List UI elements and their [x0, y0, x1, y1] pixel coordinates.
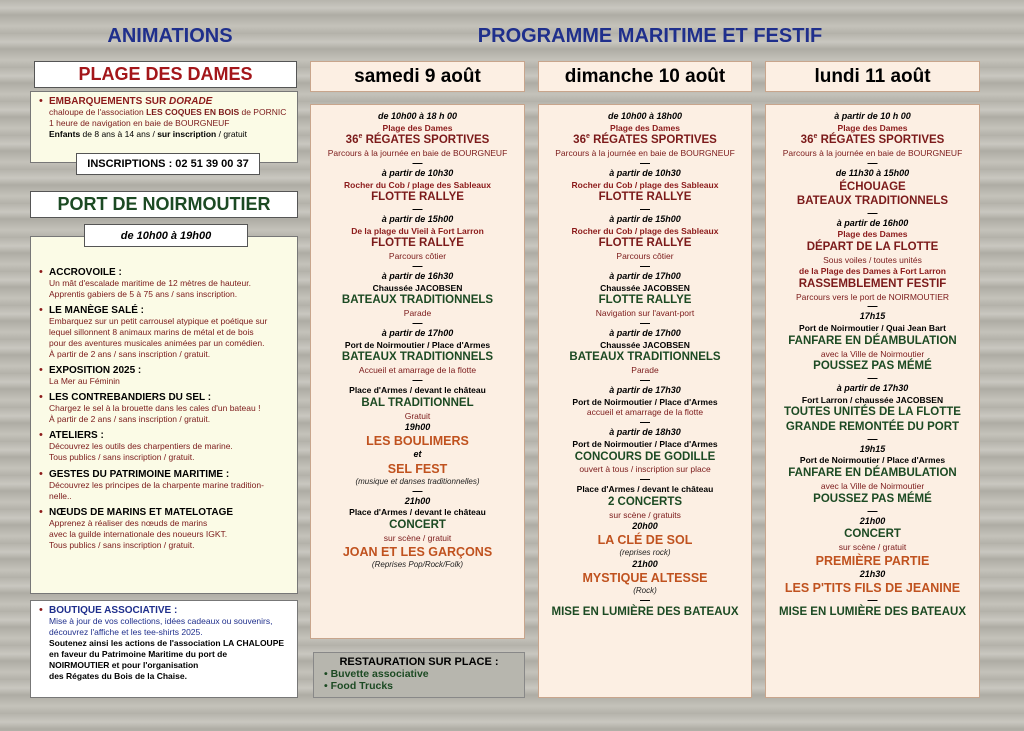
- day-header-lundi: [765, 61, 980, 92]
- activity-description: Découvrez les principes de la charpente marine tradition-: [49, 479, 264, 490]
- restauration-item: • Food Trucks: [324, 680, 394, 692]
- separator: —: [867, 207, 878, 219]
- separator: —: [867, 373, 878, 385]
- activity-description: Tous publics / sans inscription / gratuit.: [49, 452, 195, 463]
- event-title: FANFARE EN DÉAMBULATION: [788, 334, 957, 347]
- inscriptions-box: [76, 153, 260, 175]
- artist-name: JOAN ET LES GARÇONS: [342, 544, 493, 559]
- time: de 10h00 à 18 h 00: [377, 111, 458, 121]
- separator: —: [412, 318, 423, 330]
- time: de 11h30 à 15h00: [835, 167, 910, 178]
- time: 21h30: [859, 568, 886, 579]
- port-title-box: [30, 191, 298, 218]
- time: à partir de 15h00: [609, 214, 681, 225]
- event-detail: accueil et amarrage de la flotte: [586, 407, 704, 418]
- schedule-lundi: [765, 104, 980, 698]
- separator: —: [867, 505, 878, 517]
- location: Plage des Dames: [837, 122, 908, 133]
- boutique-support-text: Soutenez ainsi les actions de l'association LA CHALOUPE: [49, 638, 285, 649]
- activity-description: pour des aventures musicales animées par un comédien.: [49, 338, 265, 349]
- embarquement-title: EMBARQUEMENTS SUR: [49, 96, 170, 107]
- event-title: POUSSEZ PAS MÉMÉ: [813, 492, 932, 505]
- sur-inscription: sur inscription: [157, 129, 217, 140]
- schedule-dimanche: [538, 104, 752, 698]
- day-label: dimanche 10 août: [564, 65, 726, 87]
- time: 17h15: [859, 311, 886, 322]
- separator: —: [867, 595, 878, 607]
- separator: —: [640, 375, 650, 387]
- location: Port de Noirmoutier / Place d'Armes: [572, 438, 718, 449]
- separator: —: [640, 204, 650, 216]
- activity-description: Apprentis gabiers de 5 à 75 ans / sans inscription.: [49, 289, 238, 300]
- location: de la Plage des Dames à Fort Larron: [799, 265, 946, 276]
- event-title: FANFARE EN DÉAMBULATION: [788, 467, 957, 480]
- port-activity-item: [39, 469, 291, 502]
- activity-description: À partir de 2 ans / sans inscription / gratuit.: [49, 349, 211, 360]
- separator: —: [640, 474, 650, 486]
- time: à partir de 16h30: [381, 271, 454, 282]
- location: Plage des Dames: [837, 229, 908, 240]
- boutique-description: découvrez l'affiche et les tee-shirts 2025.: [49, 627, 203, 638]
- port-activity-item: [39, 305, 291, 360]
- event-title: MISE EN LUMIÈRE DES BATEAUX: [779, 606, 966, 619]
- event-title: 36e RÉGATES SPORTIVES: [573, 133, 717, 147]
- separator: —: [640, 157, 650, 169]
- event-title: ÉCHOUAGE: [839, 180, 906, 193]
- event-title: FLOTTE RALLYE: [371, 191, 464, 204]
- event-detail: sur scène / gratuit: [383, 532, 452, 543]
- activity-description: Découvrez les outils des charpentiers de marine.: [49, 441, 233, 452]
- event-title: FLOTTE RALLYE: [598, 237, 692, 250]
- event-detail: Gratuit: [404, 410, 431, 421]
- separator: —: [640, 595, 650, 607]
- location: Place d'Armes / devant le château: [349, 507, 486, 518]
- event-title: FLOTTE RALLYE: [371, 237, 464, 250]
- boutique-support-text: NOIRMOUTIER et pour l'organisation: [49, 660, 199, 671]
- time: 20h00: [632, 520, 658, 531]
- separator: —: [867, 301, 878, 313]
- event-detail: ouvert à tous / inscription sur place: [579, 464, 711, 475]
- location: Port de Noirmoutier / Place d'Armes: [344, 339, 491, 350]
- time: 21h00: [859, 515, 886, 526]
- event-detail: Parade: [631, 365, 659, 376]
- location: Rocher du Cob / plage des Sableaux: [571, 179, 719, 190]
- separator: —: [412, 204, 423, 216]
- day-header-dimanche: [538, 61, 752, 92]
- event-detail: avec la Ville de Noirmoutier: [820, 348, 925, 359]
- schedule-samedi: [310, 104, 525, 639]
- time: à partir de 17h00: [609, 328, 681, 339]
- day-label: samedi 9 août: [354, 65, 481, 87]
- location: De la plage du Vieil à Fort Larron: [351, 225, 484, 236]
- time: 21h00: [404, 495, 431, 506]
- event-detail: Parcours à la journée en baie de BOURGNEUF: [327, 148, 508, 159]
- location: Place d'Armes / devant le château: [576, 484, 714, 495]
- activity-title: • NŒUDS DE MARINS ET MATELOTAGE: [49, 506, 234, 518]
- port-title: PORT DE NOIRMOUTIER: [57, 194, 271, 214]
- event-detail: sur scène / gratuits: [609, 509, 681, 520]
- separator: —: [412, 485, 423, 497]
- time: 19h00: [404, 421, 431, 432]
- activity-title: • EXPOSITION 2025 :: [49, 365, 142, 377]
- port-box: [30, 236, 298, 594]
- location: Plage des Dames: [382, 122, 453, 133]
- separator: —: [867, 157, 878, 169]
- time: de 10h00 à 18h00: [607, 111, 683, 121]
- event-title: BATEAUX TRADITIONNELS: [569, 351, 721, 364]
- event-detail: Parcours côtier: [388, 251, 447, 262]
- event-title: CONCOURS DE GODILLE: [574, 450, 716, 463]
- separator: —: [640, 261, 650, 273]
- activity-description: avec la guilde internationale des noueurs IGKT.: [49, 528, 228, 539]
- port-activity-item: [39, 365, 291, 387]
- event-title: CONCERT: [844, 528, 901, 541]
- artist-name: MYSTIQUE ALTESSE: [582, 571, 708, 586]
- event-detail: Parcours à la journée en baie de BOURGNEUF: [782, 148, 963, 159]
- embarquement-line2: 1 heure de navigation en baie de BOURGNEUF: [49, 118, 230, 129]
- time: 19h15: [859, 443, 886, 454]
- artist-name: LES BOULIMERS: [366, 434, 469, 449]
- event-note: (Reprises Pop/Rock/Folk): [371, 559, 464, 569]
- restauration-box: [313, 652, 525, 698]
- time: à partir de 17h00: [609, 271, 681, 282]
- event-title: DÉPART DE LA FLOTTE: [806, 241, 939, 254]
- gratuit-label: / gratuit: [216, 129, 247, 140]
- separator: —: [640, 318, 650, 330]
- boutique-item: [39, 605, 291, 682]
- location: Rocher du Cob / plage des Sableaux: [344, 179, 491, 190]
- time: à partir de 10h30: [381, 167, 454, 178]
- separator: —: [640, 417, 650, 429]
- embarquement-line1b: LES COQUES EN BOIS: [146, 107, 240, 117]
- animations-heading: ANIMATIONS: [107, 25, 233, 47]
- dorade-name: DORADE: [169, 96, 213, 107]
- event-detail: Sous voiles / toutes unités: [823, 255, 922, 266]
- time: à partir de 18h30: [609, 427, 681, 438]
- plage-title-box: [34, 61, 297, 88]
- activity-title: • ACCROVOILE :: [49, 267, 122, 278]
- activity-description: lequel sillonnent 8 animaux marins de métal et de bois: [49, 327, 254, 338]
- restauration-item: • Buvette associative: [324, 668, 429, 680]
- day-label: lundi 11 août: [814, 65, 931, 87]
- event-detail: sur scène / gratuit: [838, 541, 907, 552]
- activity-description: Apprenez à réaliser des nœuds de marins: [49, 517, 208, 528]
- artist-name: LES P'TITS FILS DE JEANINE: [784, 581, 961, 596]
- port-activity-item: [39, 392, 291, 425]
- location: Fort Larron / chaussée JACOBSEN: [801, 394, 944, 405]
- separator: —: [412, 261, 423, 273]
- artist-name: SEL FEST: [387, 461, 448, 476]
- event-title: 2 CONCERTS: [607, 496, 683, 509]
- event-title: GRANDE REMONTÉE DU PORT: [785, 421, 960, 434]
- activity-description: Chargez le sel à la brouette dans les cales d'un bateau !: [49, 403, 261, 414]
- programme-heading: PROGRAMME MARITIME ET FESTIF: [477, 25, 823, 47]
- location: Port de Noirmoutier / Place d'Armes: [799, 455, 946, 466]
- boutique-description: Mise à jour de vos collections, idées cadeaux ou souvenirs,: [49, 616, 273, 626]
- activity-title: • ATELIERS :: [49, 430, 104, 442]
- restauration-title: RESTAURATION SUR PLACE :: [339, 656, 499, 668]
- enfants-label: Enfants: [49, 129, 81, 140]
- event-title: MISE EN LUMIÈRE DES BATEAUX: [551, 606, 739, 619]
- time: 21h00: [632, 558, 658, 569]
- event-title: FLOTTE RALLYE: [598, 294, 692, 307]
- time: à partir de 15h00: [381, 214, 454, 225]
- event-detail: Accueil et amarrage de la flotte: [358, 365, 477, 376]
- time: à partir de 16h00: [836, 217, 909, 228]
- event-title: BATEAUX TRADITIONNELS: [341, 294, 494, 307]
- event-detail: Navigation sur l'avant-port: [595, 308, 695, 319]
- port-activity-list: [39, 267, 291, 551]
- port-activity-item: [39, 267, 291, 300]
- separator: —: [412, 157, 423, 169]
- event-note: (reprises rock): [619, 548, 671, 558]
- event-title: 36e RÉGATES SPORTIVES: [345, 133, 490, 147]
- event-title: CONCERT: [389, 519, 446, 532]
- activity-description: À partir de 2 ans / sans inscription / gratuit.: [49, 414, 211, 425]
- event-note: (Rock): [633, 586, 657, 596]
- embarquement-item: [39, 96, 291, 140]
- event-detail: Parcours à la journée en baie de BOURGNEUF: [555, 148, 735, 159]
- location: Chaussée JACOBSEN: [600, 282, 690, 293]
- boutique-box: [30, 600, 298, 698]
- location: Port de Noirmoutier / Quai Jean Bart: [799, 322, 946, 333]
- activity-description: Tous publics / sans inscription / gratuit.: [49, 539, 195, 550]
- day-header-samedi: [310, 61, 525, 92]
- time: à partir de 10h30: [609, 167, 681, 178]
- embarquement-line1a: chaloupe de l'association: [49, 107, 147, 117]
- time: et: [413, 449, 422, 460]
- activity-description: La Mer au Féminin: [49, 376, 120, 387]
- age-range: de 8 ans à 14 ans /: [80, 129, 158, 140]
- event-title: BAL TRADITIONNEL: [361, 396, 474, 409]
- port-hours-box: [84, 224, 248, 247]
- event-title: BATEAUX TRADITIONNELS: [341, 351, 494, 364]
- event-title: POUSSEZ PAS MÉMÉ: [813, 360, 932, 373]
- location: Place d'Armes / devant le château: [349, 385, 486, 396]
- boutique-support-text: en faveur du Patrimoine Maritime du port de: [49, 649, 228, 660]
- plage-title: PLAGE DES DAMES: [78, 64, 253, 84]
- event-detail: Parcours vers le port de NOIRMOUTIER: [795, 291, 950, 302]
- event-detail: avec la Ville de Noirmoutier: [820, 481, 925, 492]
- event-title: TOUTES UNITÉS DE LA FLOTTE: [784, 406, 961, 419]
- location: Chaussée JACOBSEN: [600, 339, 690, 350]
- event-title: RASSEMBLEMENT FESTIF: [798, 277, 947, 290]
- activity-description: Un mât d'escalade maritime de 12 mètres de hauteur.: [49, 278, 251, 288]
- boutique-support-text: des Régates du Bois de la Chaise.: [49, 671, 187, 682]
- time: à partir de 17h00: [381, 328, 454, 339]
- event-detail: Parcours côtier: [616, 251, 674, 262]
- separator: —: [867, 433, 878, 445]
- artist-name: LA CLÉ DE SOL: [597, 533, 693, 548]
- event-note: (musique et danses traditionnelles): [355, 476, 480, 486]
- event-detail: Parade: [403, 308, 432, 319]
- boutique-title: • BOUTIQUE ASSOCIATIVE :: [49, 605, 178, 616]
- time: à partir de 17h30: [836, 383, 909, 394]
- activity-description: Embarquez sur un petit carrousel atypique et poétique sur: [49, 316, 268, 327]
- activity-title: • LE MANÈGE SALÉ :: [49, 305, 145, 317]
- event-title: BATEAUX TRADITIONNELS: [796, 195, 949, 208]
- separator: —: [412, 375, 423, 387]
- activity-description: nelle..: [49, 490, 72, 501]
- port-hours: de 10h00 à 19h00: [120, 229, 212, 242]
- location: Plage des Dames: [610, 122, 680, 133]
- embarquement-line1c: de PORNIC: [239, 107, 287, 117]
- port-activity-item: [39, 430, 291, 463]
- location: Rocher du Cob / plage des Sableaux: [571, 225, 719, 236]
- location: Port de Noirmoutier / Place d'Armes: [572, 396, 718, 407]
- activity-title: • GESTES DU PATRIMOINE MARITIME :: [49, 468, 230, 480]
- time: à partir de 17h30: [609, 385, 681, 396]
- location: Chaussée JACOBSEN: [372, 282, 463, 293]
- event-title: 36e RÉGATES SPORTIVES: [800, 133, 945, 147]
- inscriptions-phone: INSCRIPTIONS : 02 51 39 00 37: [87, 158, 249, 170]
- artist-name: PREMIÈRE PARTIE: [815, 553, 930, 568]
- activity-title: • LES CONTREBANDIERS DU SEL :: [49, 392, 212, 404]
- time: à partir de 10 h 00: [834, 111, 911, 121]
- event-title: FLOTTE RALLYE: [598, 191, 692, 204]
- port-activity-item: [39, 507, 291, 551]
